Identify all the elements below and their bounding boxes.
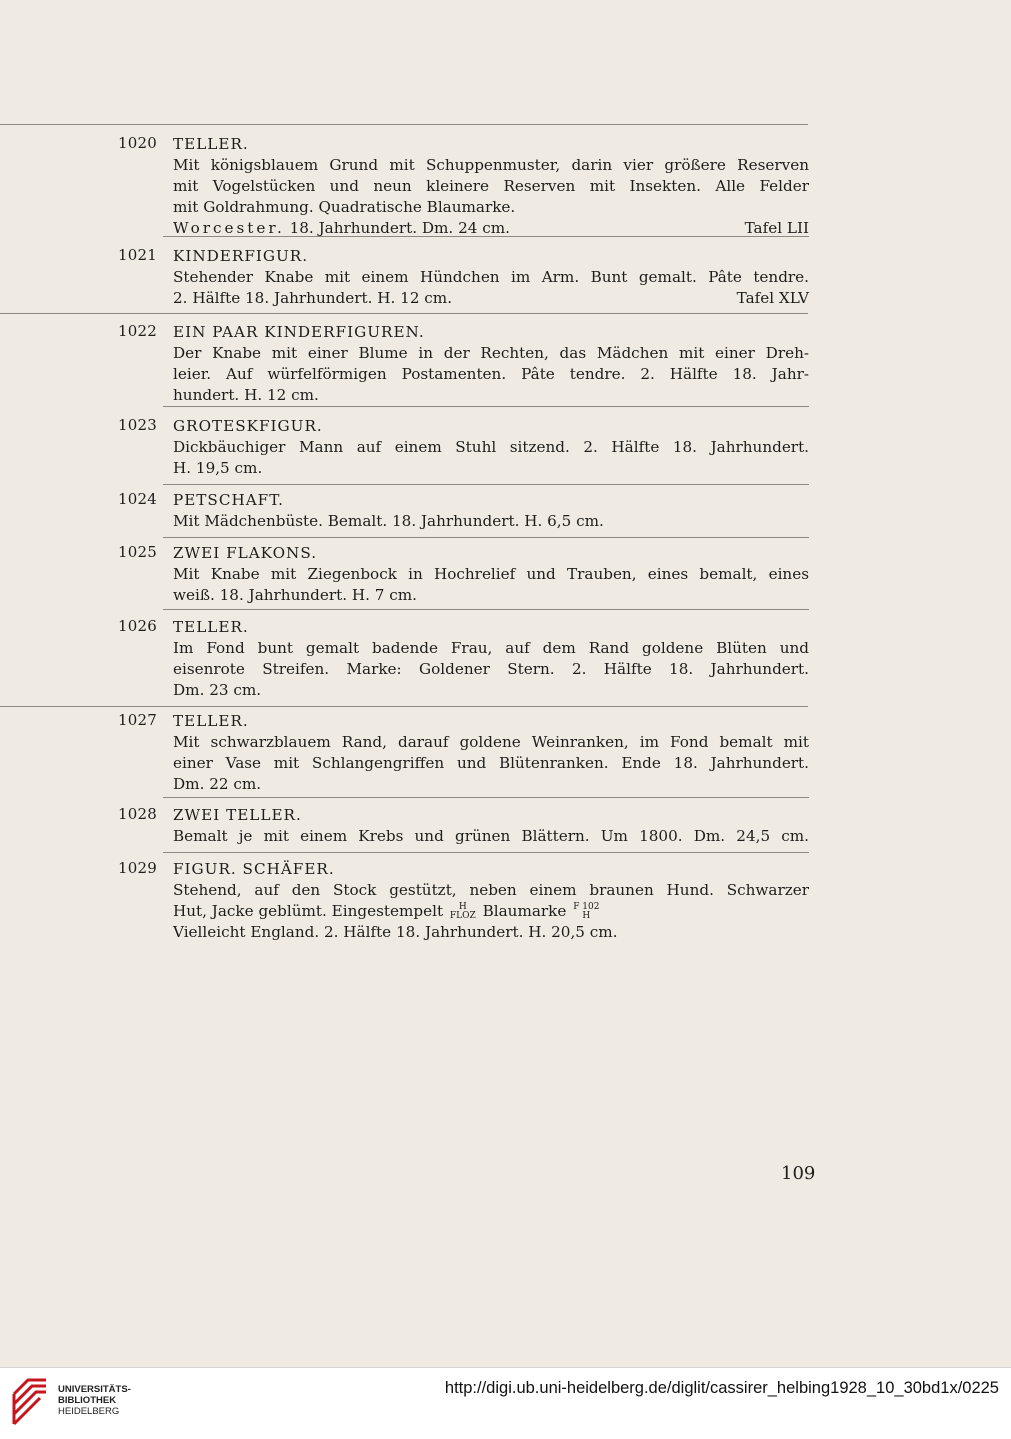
entry-body [173,246,809,309]
rule [163,609,809,610]
entry-body [173,805,809,847]
lot-number: 1024 [118,490,157,508]
entry-title: KINDERFIGUR. [173,247,309,265]
rule [0,706,808,707]
description-line: mit Vogelstücken und neun kleinere Reserven mit Insekten. Alle Felder [173,177,809,195]
description-line: mit Goldrahmung. Quadratische Blaumarke. [173,198,516,216]
description-line: Mit königsblauem Grund mit Schuppenmuster, darin vier größere Reserven [173,156,809,174]
library-logo-icon [10,1376,50,1428]
rule [163,406,809,407]
description-line: Mit schwarzblauem Rand, darauf goldene Weinranken, im Fond bemalt mit [173,733,809,751]
plate-reference: Tafel LII [744,219,809,237]
entry-title: EIN PAAR KINDERFIGUREN. [173,323,425,341]
entry-body [173,617,809,701]
description-line: Im Fond bunt gemalt badende Frau, auf dem Rand goldene Blüten und [173,639,809,657]
entry-body [173,322,809,406]
footer-bar [0,1367,1011,1439]
entry-body [173,711,809,795]
rule [0,313,808,314]
entry-body [173,859,809,943]
entry-body [173,416,809,479]
library-name-line: UNIVERSITÄTS- [58,1384,131,1395]
entry-title: ZWEI TELLER. [173,806,302,824]
stamp-mark-bottom: FLOZ [449,911,476,921]
entry-title: TELLER. [173,618,249,636]
blue-mark [573,903,599,921]
lot-number: 1023 [118,416,157,434]
entry-title: TELLER. [173,135,249,153]
entry-title: ZWEI FLAKONS. [173,544,318,562]
description-line: Mit Mädchenbüste. Bemalt. 18. Jahrhundert. H. 6,5 cm. [173,512,604,530]
blue-mark-top: F 102 [573,902,600,912]
entry-body [173,134,809,239]
library-name [58,1384,131,1417]
description-line: Stehender Knabe mit einem Hündchen im Arm. Bunt gemalt. Pâte tendre. [173,268,809,286]
description-line: Dickbäuchiger Mann auf einem Stuhl sitzend. 2. Hälfte 18. Jahrhundert. [173,438,809,456]
description-line: Stehend, auf den Stock gestützt, neben einem braunen Hund. Schwarzer [173,881,809,899]
library-name-line: HEIDELBERG [58,1406,120,1417]
lot-number: 1029 [118,859,157,877]
description-text: Hut, Jacke geblümt. Eingestempelt [173,902,444,920]
description-line: hundert. H. 12 cm. [173,386,319,404]
date-line [173,218,809,239]
plate-reference: Tafel XLV [736,289,809,307]
description-line: weiß. 18. Jahrhundert. H. 7 cm. [173,586,418,604]
description-line: Bemalt je mit einem Krebs und grünen Blättern. Um 1800. Dm. 24,5 cm. [173,827,809,845]
description-line: Mit Knabe mit Ziegenbock in Hochrelief und Trauben, eines bemalt, eines [173,565,809,583]
lot-number: 1027 [118,711,157,729]
lot-number: 1028 [118,805,157,823]
rule [0,124,808,125]
description-text: Blaumarke [482,902,567,920]
lot-number: 1025 [118,543,157,561]
stamp-mark-top: H [458,902,467,912]
description-line: Dm. 23 cm. [173,681,262,699]
date-line [173,288,809,309]
description-line: Dm. 22 cm. [173,775,262,793]
entry-title: PETSCHAFT. [173,491,284,509]
blue-mark-bottom: H [582,911,591,921]
place-name: Worcester. [173,219,285,237]
date-dimensions: 18. Jahrhundert. Dm. 24 cm. [289,219,510,237]
description-line: leier. Auf würfelförmigen Postamenten. Pâte tendre. 2. Hälfte 18. Jahr- [173,365,809,383]
rule [163,537,809,538]
description-line: Der Knabe mit einer Blume in der Rechten, das Mädchen mit einer Dreh- [173,344,809,362]
rule [163,484,809,485]
description-line: H. 19,5 cm. [173,459,263,477]
rule [163,797,809,798]
mark-line [173,901,809,922]
entry-body [173,543,809,606]
entry-title: GROTESKFIGUR. [173,417,323,435]
lot-number: 1022 [118,322,157,340]
page-number: 109 [781,1163,816,1184]
description-line: Vielleicht England. 2. Hälfte 18. Jahrhundert. H. 20,5 cm. [173,923,618,941]
rule [163,852,809,853]
lot-number: 1026 [118,617,157,635]
lot-number: 1021 [118,246,157,264]
stamp-mark [450,903,476,921]
date-dimensions: 2. Hälfte 18. Jahrhundert. H. 12 cm. [173,289,453,307]
library-name-line: BIBLIOTHEK [58,1395,117,1406]
entry-body [173,490,809,532]
description-line: einer Vase mit Schlangengriffen und Blütenranken. Ende 18. Jahrhundert. [173,754,809,772]
entry-title: TELLER. [173,712,249,730]
permalink-url[interactable]: http://digi.ub.uni-heidelberg.de/diglit/cassirer_helbing1928_10_30bd1x/0225 [444,1379,999,1397]
entry-title: FIGUR. SCHÄFER. [173,860,335,878]
lot-number: 1020 [118,134,157,152]
description-line: eisenrote Streifen. Marke: Goldener Stern. 2. Hälfte 18. Jahrhundert. [173,660,809,678]
